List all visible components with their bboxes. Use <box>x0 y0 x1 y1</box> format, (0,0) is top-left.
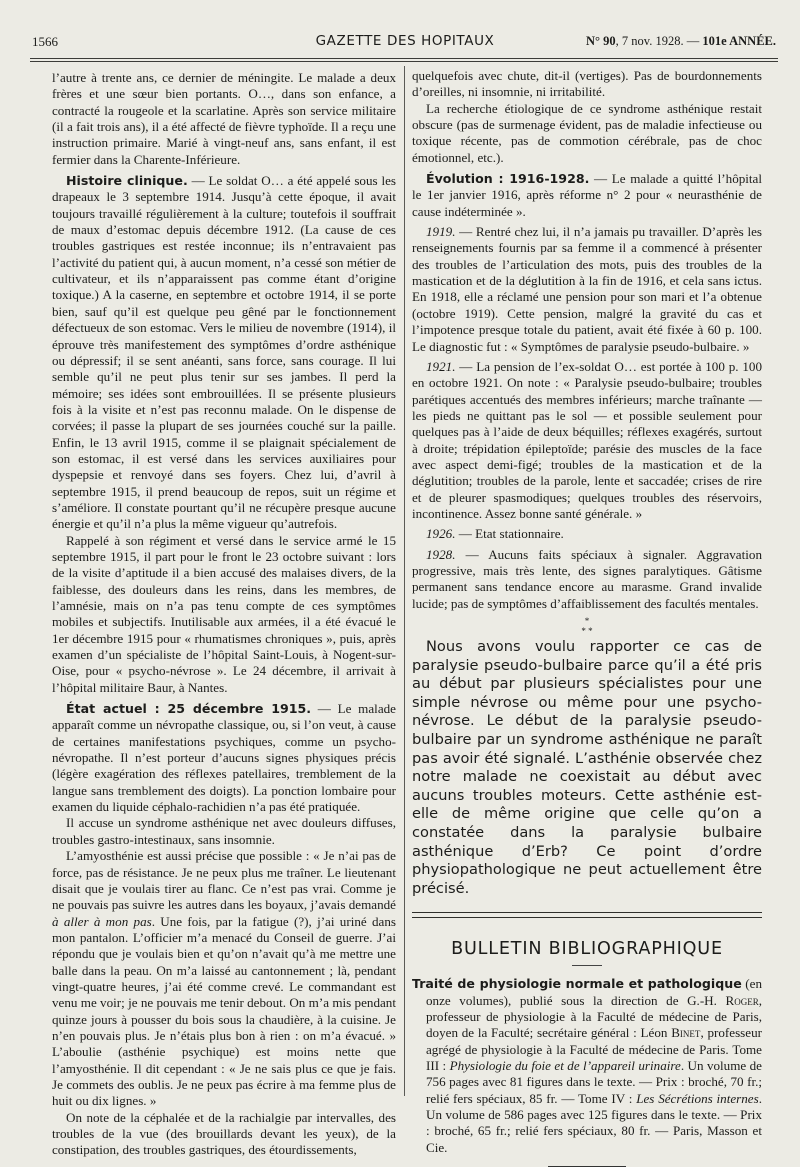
asterism-bottom: * * <box>581 626 593 636</box>
issue-info <box>586 34 776 49</box>
header-rule-double <box>30 61 778 62</box>
year-1919-paragraph <box>412 224 762 355</box>
section-heading-evolution: Évolution : 1916-1928. <box>426 171 590 187</box>
title-underline <box>572 965 602 966</box>
evolution-paragraph <box>412 171 762 220</box>
issue-separator: — <box>683 34 703 48</box>
tome-4-title: Les Sécrétions internes <box>636 1090 759 1106</box>
bibliography-entry <box>412 976 762 1156</box>
issue-date: , 7 nov. 1928. <box>615 34 684 48</box>
column-divider <box>404 66 405 1096</box>
year-1926: 1926. <box>426 526 456 542</box>
bibliography-text-3: , professeur agrégé de physiologie à la Faculté de médecine de Paris. Tome III : <box>426 1025 762 1074</box>
family-history-paragraph: l’autre à trente ans, ce dernier de méningite. Le malade a deux frères et une sœur bien portants. O…, dans son enfance, a contracté la rougeole et la scarlatine. Après son service militaire (il a fait trois ans), il a été affecté de fièvre typhoïde. Il a reçu une instruction primaire. Marié à vingt-neuf ans, sans enfant, il est fermier dans la Charente-Inférieure. <box>52 70 396 167</box>
amyosthenia-text: L’amyosthénie est aussi précise que possible : « Je n’ai pas de force, pas de résistance. Je ne peux plus me traîner. Le lieutenant disait que je voulais tirer au flanc. Ce n’est pas vrai. Comme je ne pouvais pas suivre les autres dans les boyaux, j’avais demandé <box>52 848 396 913</box>
editor-name: Roger <box>725 992 759 1008</box>
clinical-history-text: — Le soldat O… a été appelé sous les drapeaux le 3 septembre 1914. Jusqu’à cette époque, il avait toujours travaillé régulièrement à la culture; toutefois il souffrait de maux d’estomac depuis décembre 1912. (La cause de ces troubles gastriques est restée inconnue; ils n’entravaient pas l’activité du patient qui, à aucun moment, n’a cessé son métier de cultivateur, et ils n’apparaissent pas comme étant d’origine toxique.) A la caserne, en septembre et octobre 1914, il se porte bien, sauf qu’il est quelque peu gêné par le fonctionnement défectueux de son estomac. Vers le milieu de novembre (1914), il éprouve très manifestement des symptômes d’ordre asthénique ou dépressif; il se sent anéanti, sans force, sans courage. Il lui semble qu’il ne peut plus tenir sur ses jambes. Il perd la mémoire; ses idées sont embrouillées. Il se présente plusieurs fois à la visite et n’est pas reconnu malade. On le dispense de corvées; il passe la plupart de ses journées couché sur la paille. Enfin, le 13 avril 1915, comme il se plaignait spécialement de son estomac, il est versé dans les services auxiliaires pour dyspepsie et renvoyé dans ses foyers. Chez lui, d’avril à septembre 1915, il prend beaucoup de repos, suit un régime et s’améliore. Il constate pourtant qu’il ne récupère presque aucune énergie et qu’il n’a plus la même vigueur qu’autrefois. <box>52 173 397 532</box>
symptoms-paragraph: On note de la céphalée et de la rachialgie par intervalles, des troubles de la vue (des brouillards devant les yeux), de la constipation, des troubles gastriques, des étourdissements, <box>52 1109 396 1158</box>
section-heading-current-state: État actuel : 25 décembre 1915. <box>66 701 312 717</box>
issue-number: N° 90 <box>586 34 616 48</box>
year-1921-paragraph <box>412 359 762 522</box>
book-title: Traité de physiologie normale et pathologique <box>412 976 742 992</box>
year-1926-paragraph <box>412 526 762 542</box>
year-1921-text: — La pension de l’ex-soldat O… est portée à 100 p. 100 en octobre 1921. On note : « Paralysie pseudo-bulbaire; troubles parétiques accentués des membres inférieurs; marche traînante — les pieds ne quittant pas le sol — et possible seulement pour quelques pas à l’aide de deux béquilles; réflexes exagérés, surtout à droite; trépidation épileptoïde; parésie des muscles de la face avec aspect demi-figé; troubles de la mastication et de la déglutition; troubles de la parole, lente et saccadée; crises de rire et de pleurer spasmodiques; quelques troubles des réservoirs, incontinence. Assez bonne santé générale. » <box>412 358 762 521</box>
journal-title: GAZETTE DES HOPITAUX <box>315 33 495 49</box>
conclusion-paragraph: Nous avons voulu rapporter ce cas de paralysie pseudo-bulbaire parce qu’il a été pris au début par plusieurs spécialistes pour une simple névrose ou même pour une psycho-névrose. Le début de la paralysie pseudo-bulbaire par un syndrome asthénique ne paraît pas avoir été signalé. L’asthénie observée chez notre malade ne coexistait au début avec aucuns troubles moteurs. Cette asthénie est-elle de même origine que celle qu’on a constatée dans la paralysie bulbaire asthénique d’Erb? Ce point d’ordre physiopathologique ne peut actuellement être précisé. <box>412 638 762 897</box>
page-header <box>30 32 780 54</box>
asterism-separator <box>412 616 762 636</box>
current-state-text: — Le malade apparaît comme un névropathe classique, ou, si l’on veut, à cause de certaines manifestations psychiques, comme un psycho-névropathe. Il n’est porteur d’aucuns signes physiques précis (légère exagération des réflexes patellaires, tremblement de la langue sans tremblement des doigts). La ponction lombaire pour examen du liquide céphalo-rachidien n’a pas été pratiquée. <box>52 701 396 815</box>
amyosthenia-paragraph <box>52 848 396 1110</box>
year-1928-text: — Aucuns faits spéciaux à signaler. Aggravation progressive, mais très lente, des signes paralytiques. Gâtisme permanent sans tendance encore au marasme. Grand invalide lucide; pas de symptômes d’affaiblissement des facultés mentales. <box>412 546 762 611</box>
bibliography-text-1: (en onze volumes), publié sous la direction de G.-H. <box>426 976 762 1008</box>
year-1926-text: — Etat stationnaire. <box>455 526 564 542</box>
bibliography-section <box>412 976 762 1156</box>
year-1928-paragraph <box>412 547 762 612</box>
page-number: 1566 <box>32 34 58 49</box>
year-1921: 1921. <box>426 358 456 374</box>
year-1928: 1928. <box>426 546 456 562</box>
year-1919-text: — Rentré chez lui, il n’a jamais pu travailler. D’après les renseignements fournis par sa femme il a commencé à présenter des troubles de l’articulation des mots, puis des troubles de la mastication et de la déglutition à la fin de 1916, et cela sans ictus. En 1918, elle a réclamé une pension pour son mari et l’a obtenue (octobre 1919). Cette pension, malgré la gravité du cas et l’impotence presque totale du patient, avait été fixée à 60 p. 100. Le diagnostic fut : « Symptômes de paralysie pseudo-bulbaire. » <box>412 224 762 354</box>
year-1919: 1919. <box>426 224 456 240</box>
evolution-text: — Le malade a quitté l’hôpital le 1er janvier 1916, après réforme n° 2 pour « neurasthénie de cause indéterminée ». <box>412 171 763 219</box>
left-column <box>52 70 396 1159</box>
issue-year: 101e ANNÉE. <box>702 34 776 48</box>
bibliography-text-4: . Un volume de 756 pages avec 81 figures dans le texte. — Prix : broché, 70 fr.; relié fers spéciaux, 85 fr. — Tome IV : <box>426 1058 762 1106</box>
asterism-top: * <box>584 616 590 626</box>
asthenic-syndrome-paragraph: Il accuse un syndrome asthénique net avec douleurs diffuses, troubles gastro-intestinaux, sans insomnie. <box>52 815 396 847</box>
secretary-name: Binet <box>671 1025 701 1041</box>
section-heading-clinical-history: Histoire clinique. <box>66 173 188 189</box>
right-column <box>412 68 762 1167</box>
current-state-paragraph <box>52 701 396 815</box>
clinical-history-paragraph <box>52 173 396 533</box>
header-rule <box>30 58 778 59</box>
bulletin-bibliographique-title: BULLETIN BIBLIOGRAPHIQUE <box>451 939 723 960</box>
bibliography-text-2: , professeur de physiologie à la Faculté de médecine de Paris, doyen de la Faculté; secrétaire général : Léon <box>426 992 762 1041</box>
section-double-rule <box>412 912 762 918</box>
amyosthenia-emphasis: à aller à mon pas <box>52 913 152 929</box>
etiology-paragraph: La recherche étiologique de ce syndrome asthénique restait obscure (pas de surmenage évident, pas de maladie infectieuse ou toxique récente, pas de commotion cérébrale, pas de choc émotionnel, etc.). <box>412 100 762 165</box>
tome-3-title: Physiologie du foie et de l’appareil urinaire <box>449 1058 681 1074</box>
amyosthenia-text-cont: . Une fois, par la fatigue (?), j’ai uriné dans mon pantalon. L’officier m’a menacé du Conseil de guerre. J’ai répondu que je voulais bien et qu’on n’avait qu’à me mettre une balle dans la peau. On m’a laissé au cantonnement ; là, pendant vingt-quatre heures, j’ai été comme crevé. Le commandant est venu me voir; je ne pouvais me tenir debout. On m’a mis pendant quinze jours à pousser du bois sous la chaudière, à la cuisine. Je n’en pouvais plus. Je n’étais plus bon à rien : on m’a évacué. » L’aboulie (asthénie psychique) est moins nette que l’amyosthénie. Il dit cependant : « Je ne sais plus ce que je fais. Je commets des oublis. Je ne peux pas écrire à ma femme plus de huit ou dix lignes. » <box>52 913 396 1109</box>
front-service-paragraph: Rappelé à son régiment et versé dans le service armé le 15 septembre 1915, il part pour le front le 23 octobre suivant : lors de la visite d’aptitude il a bien accusé des malaises divers, de la faiblesse, des douleurs dans les reins, dans les membres, de l’amnésie, mais on n’a pas tenu compte de ces symptômes mobiles et subjectifs. Inutilisable aux armées, il a été évacué le 1er décembre 1915 pour « rhumatismes chroniques », puis, après examen d’un spécialiste de l’hôpital Saint-Louis, à Nogent-sur-Oise, pour « psycho-névrose ». Le 24 décembre, il arrivait à l’hôpital militaire Baur, à Nantes. <box>52 532 396 695</box>
bibliography-text-5: . Un volume de 586 pages avec 125 figures dans le texte. — Prix : broché, 65 fr.; relié fers spéciaux, 80 fr. — Paris, Masson et Cie. <box>426 1090 762 1155</box>
vertigo-paragraph: quelquefois avec chute, dit-il (vertiges). Pas de bourdonnements d’oreilles, ni insomnie, ni irritabilité. <box>412 68 762 100</box>
